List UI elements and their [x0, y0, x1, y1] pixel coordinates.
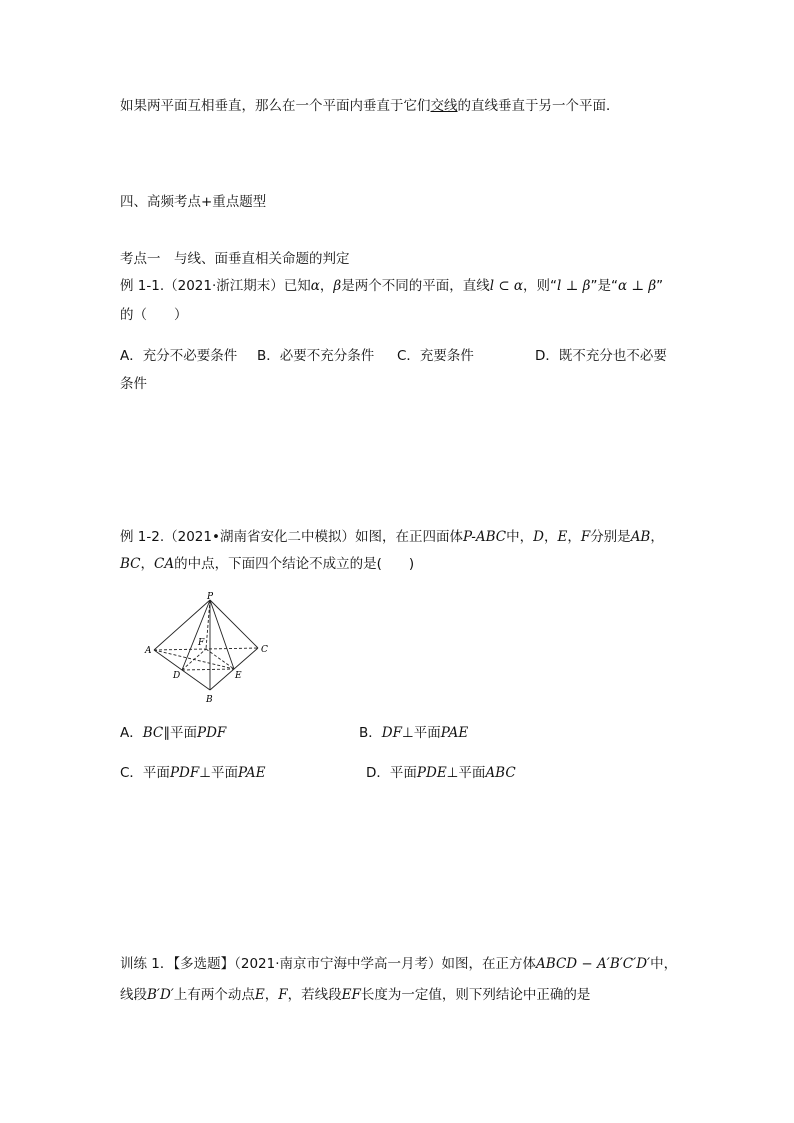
- example1-prefix: 例 1-1.（2021·浙江期末）已知: [120, 278, 311, 294]
- example2-option-c: [120, 763, 265, 783]
- label-p: P: [207, 592, 214, 602]
- condition-l-in-alpha: l ⊂ α: [489, 278, 524, 294]
- comma: ，: [319, 278, 334, 294]
- label-a: A: [145, 646, 152, 656]
- point-f: F: [278, 987, 288, 1003]
- example2-prefix: 例 1-2.（2021•湖南省安化二中模拟）如图，在正四面体: [120, 529, 463, 545]
- training1-stem-line2: [120, 985, 590, 1005]
- point-f: F: [580, 529, 591, 545]
- theorem-text: [120, 96, 620, 116]
- tetrahedron-name: P-ABC: [462, 529, 507, 545]
- example1-stem-line1: [120, 276, 663, 296]
- option-plane: PAE: [440, 725, 469, 741]
- theorem-part2: 的直线垂直于另一个平面．: [457, 98, 620, 114]
- text-fragment: 分别是: [590, 529, 631, 545]
- label-d: D: [173, 671, 181, 681]
- training1-prefix: 训练 1．【多选题】（2021·南京市宁海中学高一月考）如图，在正方体: [120, 956, 537, 972]
- example1-option-c: C．充要条件: [397, 348, 474, 364]
- segment-bc: BC: [120, 556, 141, 572]
- example1-option-d-cont: 条件: [120, 376, 147, 392]
- text-fragment: 中，: [506, 529, 534, 545]
- option-label: C．平面: [120, 765, 170, 781]
- example1-option-b: B．必要不充分条件: [257, 348, 375, 364]
- option-relation: ⊥平面: [401, 725, 441, 741]
- training1-stem-line1: [120, 954, 677, 974]
- segment-de: [182, 669, 234, 670]
- option-math: DF: [381, 725, 402, 741]
- cube-name: ABCD − A′B′C′D′: [536, 956, 651, 972]
- label-f: F: [198, 638, 205, 648]
- tetrahedron-figure: [140, 590, 280, 710]
- symbol-beta: β: [333, 278, 342, 294]
- option-relation: ⊥平面: [199, 765, 238, 781]
- text-fragment: ，若线段: [287, 987, 342, 1003]
- text-fragment: 长度为一定值，则下列结论中正确的是: [360, 987, 591, 1003]
- example1-stem-line2: 的（ ）: [120, 307, 188, 323]
- text-fragment: 线段: [120, 987, 147, 1003]
- example2-stem-line1: [120, 527, 664, 547]
- segment-pe: [210, 600, 234, 669]
- segment-ab: AB: [630, 529, 651, 545]
- example1-end: ”: [656, 278, 664, 294]
- example2-option-d: [366, 763, 516, 783]
- comma: ，: [567, 529, 581, 545]
- section-title: 四、高频考点+重点题型: [120, 194, 267, 210]
- example1-mid: 是两个不同的平面，直线: [341, 278, 490, 294]
- segment-pd: [182, 600, 210, 670]
- segment-b1d1: B′D′: [147, 987, 174, 1003]
- option-plane: PAE: [237, 765, 266, 781]
- option-relation: ∥平面: [163, 725, 198, 741]
- text-fragment: 中，: [650, 956, 678, 972]
- segment-ca: CA: [154, 556, 175, 572]
- option-relation: ⊥平面: [446, 765, 486, 781]
- point-e: E: [557, 529, 568, 545]
- example1-option-a: A．充分不必要条件: [120, 348, 238, 364]
- label-e: E: [235, 671, 242, 681]
- example1-is: ”是“: [590, 278, 618, 294]
- theorem-part1: 如果两平面互相垂直，那么在一个平面内垂直于它们: [120, 98, 431, 114]
- theorem-underlined-term: 交线: [430, 98, 458, 114]
- option-plane: ABC: [485, 765, 516, 781]
- segment-ae: [154, 650, 234, 669]
- comma: ，: [543, 529, 558, 545]
- option-math: PDE: [416, 765, 447, 781]
- comma: ，: [140, 556, 155, 572]
- point-d: D: [533, 529, 544, 545]
- symbol-alpha: α: [310, 278, 320, 294]
- label-c: C: [261, 645, 268, 655]
- topic-title: 考点一 与线、面垂直相关命题的判定: [120, 251, 350, 267]
- option-label: D．平面: [366, 765, 417, 781]
- text-fragment: 的中点，下面四个结论不成立的是( ): [174, 556, 415, 572]
- option-plane: PDF: [197, 725, 227, 741]
- comma: ，: [650, 529, 664, 545]
- option-label: B．: [359, 725, 382, 741]
- point-e: E: [254, 987, 265, 1003]
- example2-option-a: [120, 723, 226, 743]
- text-fragment: 上有两个动点: [173, 987, 255, 1003]
- example2-option-b: [359, 723, 468, 743]
- condition-alpha-perp-beta: α ⊥ β: [617, 278, 657, 294]
- option-label: A．: [120, 725, 143, 741]
- segment-ef: EF: [341, 987, 361, 1003]
- option-math: PDF: [169, 765, 200, 781]
- example1-then: ，则“: [523, 278, 558, 294]
- label-b: B: [206, 695, 213, 705]
- edge-pc: [210, 600, 258, 648]
- comma: ，: [264, 987, 279, 1003]
- example2-stem-line2: [120, 554, 414, 574]
- example1-option-d: D．既不充分也不必要: [535, 348, 667, 364]
- option-math: BC: [142, 725, 164, 741]
- condition-l-perp-beta: l ⊥ β: [557, 278, 591, 294]
